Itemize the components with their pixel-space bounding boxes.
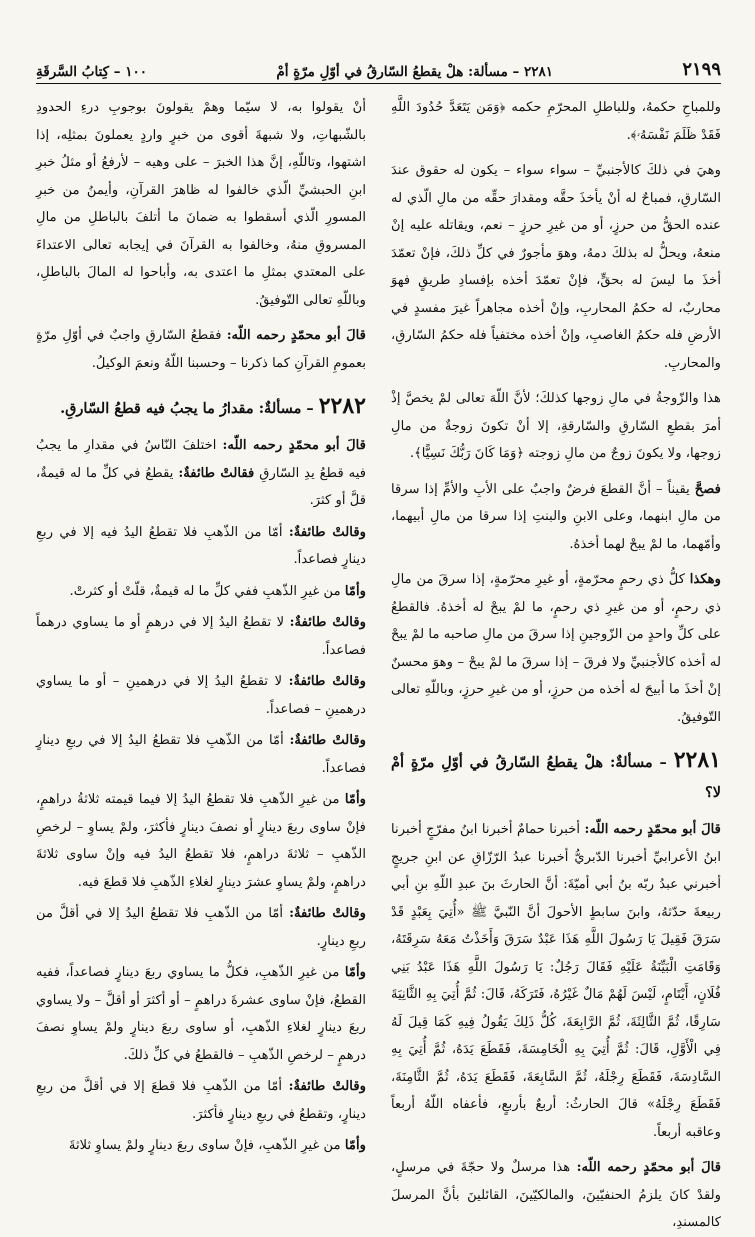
masala-title: – مسألةٌ: هلْ يقطعُ السّارقُ في أوّلِ مرّةٍ أمْ لا؟ — [391, 754, 721, 801]
bold-lead: فقالتْ طائفةٌ: — [178, 465, 255, 481]
paragraph: وللمباحِ حكمهُ، وللباطلِ المحرّمِ حكمه ﴿وَمَن يَتَعَدَّ حُدُودَ اللَّهِ فَقَدْ ظَلَمَ نَفْسَهُۥ﴾. — [391, 100, 721, 143]
opinion-item — [36, 668, 366, 723]
bold-lead: وقالتْ طائفةٌ: — [289, 906, 366, 921]
bold-lead: وقالتْ طائفةٌ: — [289, 733, 367, 748]
paragraph-text: هذا مرسلٌ ولا حجّةَ في مرسلٍ، ولقدْ كانَ يلزمُ الحنفيّينَ، والمالكيّينَ، القائلينَ بأنَّ المرسلَ كالمسندِ، — [391, 1160, 721, 1230]
paragraph: هذا والزّوجةُ في مالِ زوجها كذلكَ؛ لأنَّ اللّهَ تعالى لمْ يخصَّ إذْ أمرَ بقطعِ السّارقِ والسّارقةِ، إلا أنْ تكونَ زوجةٌ من مالِ زوجها، ولا يكونَ زوجٌ من مالِ زوجته ﴿وَمَا كَانَ رَبُّكَ نَسِيًّا﴾. — [391, 391, 721, 461]
opinion-text: أمّا من الذّهبِ فلا تقطعُ اليدُ فيه إلا في ربعِ دينارٍ فصاعداً. — [36, 524, 366, 567]
masala-heading — [36, 391, 366, 424]
opinion-text: لا تقطعُ اليدُ إلا في درهمينِ – أو ما يساوي درهمينِ – فصاعداً. — [36, 674, 366, 717]
page-number: ٢١٩٩ — [682, 59, 721, 80]
bold-lead: وقالتْ طائفةٌ: — [288, 1079, 366, 1094]
opinion-text: لا تقطعُ اليدُ إلا في درهمٍ أو ما يساوي درهماً فصاعداً. — [36, 615, 366, 658]
paragraph: وهيَ في ذلكَ كالأجنبيِّ – سواء سواء – يكون له حقوق عندَ السّارقِ، فمباحٌ له أنْ يأخذَ حقَّه ومقدارَ حقِّه من مالِ الّذي له عنده الحقُّ من حرزٍ، أو من غيرِ حرزٍ – نعم، ويقاتله عليه إنْ منعهُ، ويحلُّ له بذلكَ دمهُ، وهوَ مأجورٌ في كلِّ ذلكَ، فإنْ تعمّدَ أخذَ ما ليسَ له بحقٍّ، فإنْ تعمّدَ أخذه بإفسادِ طريقٍ فهوَ محاربٌ، له حكمُ المحاربِ، وإنْ أخذه مجاهراً غيرَ مفسدٍ في الأرضِ فله حكمُ الغاصبِ، وإنْ أخذه مختفياً فله حكمُ السّارقِ، والمحاربِ. — [391, 163, 721, 371]
paragraph-text: اختلفَ النّاسُ في مقدارِ ما يجبُ فيه قطعُ يدِ السّارقِ — [36, 438, 366, 481]
paragraph — [391, 1154, 721, 1237]
bold-lead: فصحَّ — [694, 481, 721, 497]
opinion-item — [36, 900, 366, 955]
opinion-item — [36, 609, 366, 664]
masala-number: ٢٢٨١ — [673, 747, 721, 773]
masala-number: ٢٢٨٢ — [318, 393, 366, 419]
opinion-item — [36, 786, 366, 896]
opinion-text: من غيرِ الذّهبِ ففي كلِّ ما له قيمةٌ، قلّتْ أو كثرتْ. — [69, 583, 341, 599]
running-section-title: ٢٢٨١ – مسألة: هلْ يقطعُ السّارقُ في أوّلِ مرّةٍ أمْ — [276, 64, 553, 80]
masala-heading — [391, 745, 721, 808]
paragraph — [391, 566, 721, 731]
paragraph-text: يقطعُ في كلِّ ما له قيمةٌ، قلَّ أو كثرَ. — [36, 465, 366, 508]
bold-lead: وقالتْ طائفةٌ: — [289, 615, 366, 630]
opinion-item — [36, 578, 366, 606]
bold-lead: وهكذا — [689, 572, 721, 587]
opinion-text: أمّا من الذّهبِ فلا قطعَ إلا في أقلَّ من ربعِ دينارٍ، وتقطعُ في ربعِ دينارٍ فأكثرَ. — [36, 1079, 366, 1122]
opinion-item — [36, 1073, 366, 1128]
bold-lead: قالَ أبو محمّدٍ رحمه اللّه: — [584, 822, 721, 837]
bold-lead: قالَ أبو محمّدٍ رحمه اللّه: — [576, 1160, 721, 1175]
bold-lead: وأمّا — [344, 792, 367, 807]
bold-lead: وأمّا — [344, 583, 366, 599]
bold-lead: قالَ أبو محمّدٍ رحمه اللّه: — [222, 438, 366, 453]
bold-lead: وقالتْ طائفةٌ: — [288, 674, 367, 689]
opinion-item — [36, 959, 366, 1069]
right-column — [391, 94, 721, 1230]
opinion-text: أمّا من الذّهبِ فلا تقطعُ اليدُ إلا في أقلَّ من ربعِ دينارٍ. — [36, 906, 366, 949]
bold-lead: قالَ أبو محمّدٍ رحمه اللّه: — [226, 328, 366, 343]
paragraph — [391, 816, 721, 1146]
opinion-text: من غيرِ الذّهبِ، فإنْ ساوى ربعَ دينارٍ ولمْ يساوِ ثلاثةَ — [68, 1138, 341, 1153]
paragraph-text: أخبرنا حمامٌ أخبرنا ابنُ مفرّجٍ أخبرنا ابنُ الأعرابيِّ أخبرنا الدّبريُّ أخبرنا عبدُ الرّزّاقِ عن ابنِ جريجٍ أخبرني عبدُ ربّه بنُ أبي أميّةَ: أنَّ الحارثَ بنَ عبدِ اللّهِ بنِ أبي ربيعةَ حدّثهُ، وابنَ سابطٍ الأحولَ أنَّ النّبيَّ ﷺ «أُتِيَ بِعَبْدٍ قَدْ سَرَقَ فَقِيلَ يَا رَسُولَ اللَّهِ هَذَا عَبْدٌ سَرَقَ وَأَخَذْتُ مَعَهُ سَرِقَتَهُ، وَقَامَتِ الْبَيِّنَةُ عَلَيْهِ فَقَالَ رَجُلٌ: يَا رَسُولَ اللَّهِ هَذَا عَبْدُ بَنِي فُلَانٍ، أَيْتَامٍ، لَيْسَ لَهُمْ مَالٌ غَيْرُهُ، فَتَرَكَهُ، قَالَ: ثُمَّ أُتِيَ بِهِ الثَّانِيَةَ سَارِقًا، ثُمَّ الثَّالِثَةَ، ثُمَّ الرَّابِعَةَ، كُلُّ ذَلِكَ يَقُولُ فِيهِ كَمَا قِيلَ لَهُ فِي الْأَوَّلِ، قَالَ: ثُمَّ أُتِيَ بِهِ الْخَامِسَةَ، فَقَطَعَ يَدَهُ، ثُمَّ أُتِيَ بِهِ السَّادِسَةَ، فَقَطَعَ رِجْلَهُ، ثُمَّ السَّابِعَةَ، فَقَطَعَ يَدَهُ، ثُمَّ الثَّامِنَةَ، فَقَطَعَ رِجْلَهُ» قالَ الحارثُ: أربعٌ بأربعٍ، فأعفاه اللّهُ أربعاً وعاقبه أربعاً. — [391, 822, 721, 1140]
page-header — [36, 56, 721, 84]
bold-lead: وأمّا — [344, 965, 366, 980]
paragraph — [391, 476, 721, 559]
paragraph — [36, 432, 366, 515]
opinion-item — [36, 727, 366, 782]
bold-lead: وقالتْ طائفةٌ: — [288, 524, 366, 540]
paragraph: أنْ يقولوا به، لا سيّما وهمْ يقولونَ بوجوبِ درءِ الحدودِ بالشّبهاتِ، ولا شبهةَ أقوى من خبرٍ واردٍ يعملونَ بمثلِه، إذا اشتهوا، وتاللّهِ، إنَّ هذا الخبرَ – على وهيه – لأرفعُ أو مثلُ خبرِ ابنِ الحبشيِّ الّذي خالفوا له ظاهرَ القرآنِ، وأيمنُ من خبرِ المسورِ الّذي أسقطوا به ضمانَ ما أتلفَ بالباطلِ من مالِ المسروقِ منهُ، وخالفوا به القرآنَ في إيجابه تعالى الاعتداءَ على المعتدي بمثلِ ما اعتدى به، وأباحوا له المالَ بالباطلِ، وباللّهِ تعالى التّوفيقُ. — [36, 100, 366, 308]
paragraph — [36, 322, 366, 377]
paragraph-text: يقيناً – أنَّ القطعَ فرضٌ واجبٌ على الأبِ والأمِّ إذا سرقا من مالِ ابنهما، وعلى الابنِ والبنتِ إذا سرقا من مالِ أبيهما، وأمّهما، ما لمْ يبحْ لهما أخذهُ. — [391, 481, 721, 552]
opinion-text: من غيرِ الذّهبِ فلا تقطعُ اليدُ إلا فيما قيمته ثلاثةُ دراهمٍ، فإنْ ساوى ربعَ دينارٍ أو نصفَ دينارٍ فأكثرَ، ولمْ يساوِ – لرخصِ الذّهبِ – ثلاثةَ دراهمٍ، فلا تقطعُ اليدُ فيه وإنْ ساوى ثلاثةَ دراهمٍ، ولمْ يساوِ عشرَ دينارٍ لغلاءِ الذّهبِ فلا قطعَ فيه. — [36, 792, 366, 890]
opinion-item — [36, 519, 366, 574]
bold-lead: وأمّا — [344, 1138, 366, 1153]
left-column — [36, 94, 367, 1153]
masala-title: – مسألةٌ: مقدارُ ما يجبُ فيه قطعُ السّارقِ. — [60, 400, 314, 417]
opinion-item — [36, 1132, 366, 1160]
book-title: ١٠٠ – كِتابُ السَّرقَةِ — [36, 64, 147, 80]
paragraph-text: كلُّ ذي رحمٍ محرّمةٍ، أو غيرِ محرّمةٍ، إذا سرقَ من مالِ ذي رحمٍ، أو من غيرِ ذي رحمٍ، ما لمْ يبحْ له أخذهُ. فالقطعُ على كلِّ واحدٍ من الزّوجينِ إذا سرقَ من مالِ صاحبه ما لمْ يبحْ له أخذه كالأجنبيِّ ولا فرقَ – إذا سرقَ ما لمْ يبحْ – وهوَ محسنٌ إنْ أخذَ ما أبيحَ له أخذه من حرزٍ، أو من غيرِ حرزٍ، وباللّهِ تعالى التّوفيقُ. — [391, 572, 721, 725]
paragraph-text: فقطعُ السّارقِ واجبٌ في أوّلِ مرّةٍ بعمومِ القرآنِ كما ذكرنا – وحسبنا اللّهُ ونعمَ الوكيلُ. — [36, 328, 366, 371]
opinion-text: أمّا من الذّهبِ فلا تقطعُ اليدُ إلا في ربعِ دينارٍ فصاعداً. — [36, 733, 366, 776]
opinion-text: من غيرِ الذّهبِ، فكلُّ ما يساوي ربعَ دينارٍ فصاعداً، ففيه القطعُ، فإنْ ساوى عشرةَ دراهمٍ – أو أكثرَ أو أقلَّ – ولا يساوي ربعَ دينارٍ لغلاءِ الذّهبِ، أو ساوى ربعَ دينارٍ ولمْ يساوِ نصفَ درهمٍ – لرخصِ الذّهبِ – فالقطعُ في كلِّ ذلكَ. — [36, 965, 366, 1063]
